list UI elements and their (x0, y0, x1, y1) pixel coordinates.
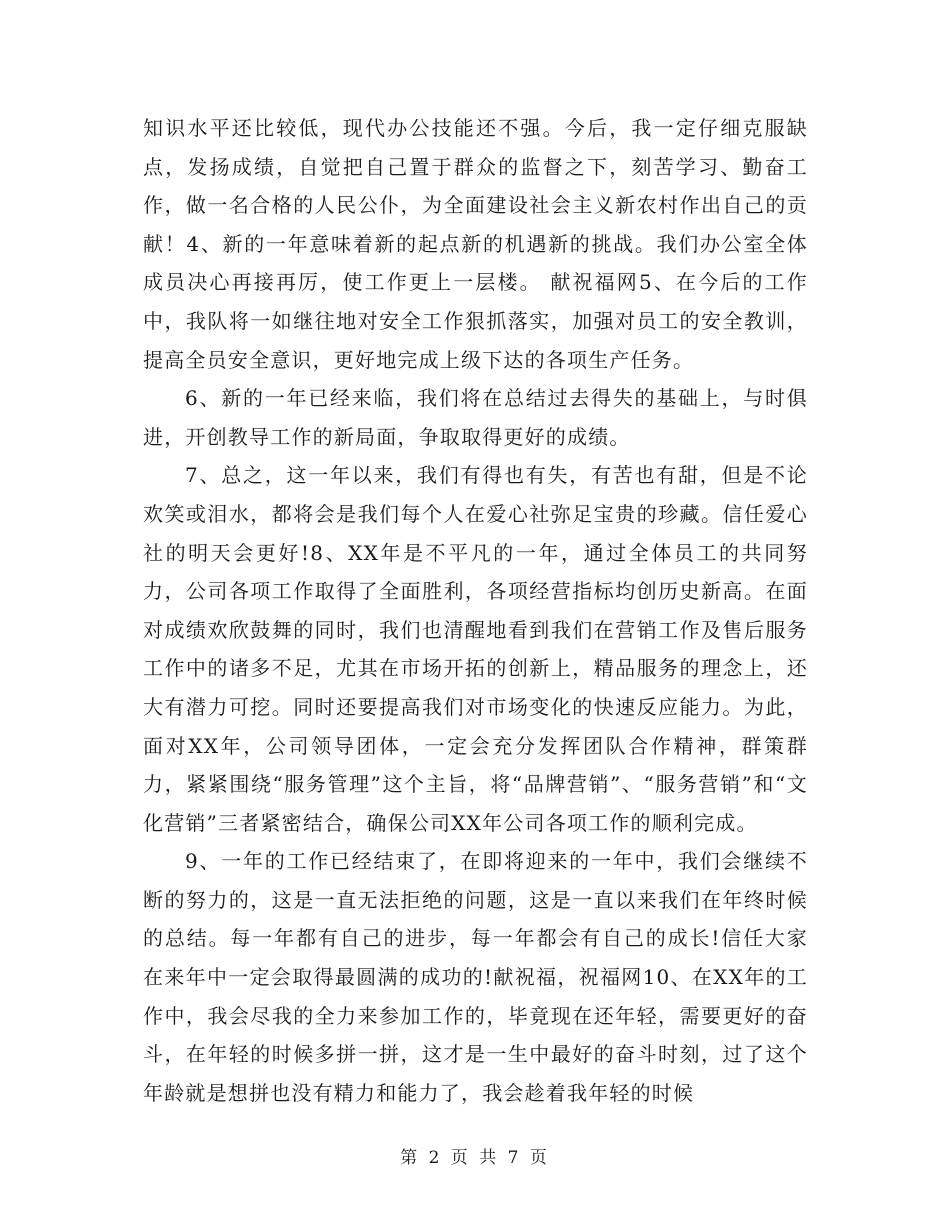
paragraph-item-6: 6、新的一年已经来临，我们将在总结过去得失的基础上，与时俱进，开创教导工作的新局面，争取取得更好的成绩。 (143, 386, 808, 449)
paragraph-item-7-8: 7、总之，这一年以来，我们有得也有失，有苦也有甜，但是不论欢笑或泪水，都将会是我们每个人在爱心社弥足宝贵的珍藏。信任爱心社的明天会更好!8、XX年是不平凡的一年，通过全体员工的共同努力，公司各项工作取得了全面胜利，各项经营指标均创历史新高。在面对成绩欢欣鼓舞的同时，我们也清醒地看到我们在营销工作及售后服务工作中的诸多不足，尤其在市场开拓的创新上，精品服务的理念上，还大有潜力可挖。同时还要提高我们对市场变化的快速反应能力。为此，面对XX年，公司领导团体，一定会充分发挥团队合作精神，群策群力，紧紧围绕“服务管理”这个主旨，将“品牌营销”、“服务营销”和“文化营销”三者紧密结合，确保公司XX年公司各项工作的顺利完成。 (143, 463, 808, 835)
page-number-footer: 第 2 页 共 7 页 (400, 1148, 550, 1168)
paragraph-item-9-10: 9、一年的工作已经结束了，在即将迎来的一年中，我们会继续不断的努力的，这是一直无法拒绝的问题，这是一直以来我们在年终时候的总结。每一年都有自己的进步，每一年都会有自己的成长!信任大家在来年中一定会取得最圆满的成功的!献祝福，祝福网10、在XX年的工作中，我会尽我的全力来参加工作的，毕竟现在还年轻，需要更好的奋斗，在年轻的时候多拼一拼，这才是一生中最好的奋斗时刻，过了这个年龄就是想拼也没有精力和能力了，我会趁着我年轻的时候 (143, 849, 808, 1105)
paragraph-continuation: 知识水平还比较低，现代办公技能还不强。今后，我一定仔细克服缺点，发扬成绩，自觉把自己置于群众的监督之下，刻苦学习、勤奋工作，做一名合格的人民公仆，为全面建设社会主义新农村作出自己的贡献！4、新的一年意味着新的起点新的机遇新的挑战。我们办公室全体成员决心再接再厉，使工作更上一层楼。 献祝福网5、在今后的工作中，我队将一如继往地对安全工作狠抓落实，加强对员工的安全教训，提高全员安全意识，更好地完成上级下达的各项生产任务。 (143, 116, 808, 372)
page-body (143, 109, 808, 1112)
